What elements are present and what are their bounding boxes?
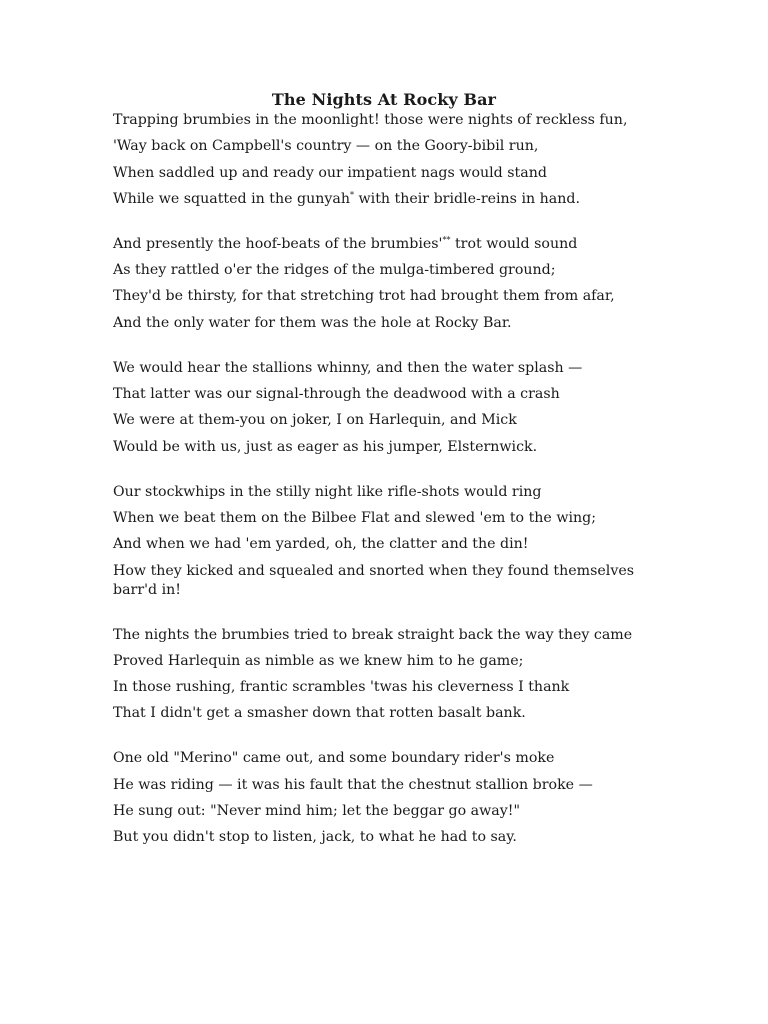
line-text: While we squatted in the gunyah bbox=[113, 190, 350, 207]
poem-line bbox=[113, 190, 673, 209]
poem-line: Proved Harlequin as nimble as we knew him to he game; bbox=[113, 652, 524, 669]
footnote-mark: * bbox=[350, 190, 354, 200]
poem-line: He was riding — it was his fault that the chestnut stallion broke — bbox=[113, 776, 593, 793]
poem-line: As they rattled o'er the ridges of the mulga-timbered ground; bbox=[113, 262, 556, 279]
poem-line: In those rushing, frantic scrambles 'twas his cleverness I thank bbox=[113, 679, 570, 696]
poem-line: Trapping brumbies in the moonlight! those were nights of reckless fun, bbox=[113, 112, 628, 128]
poem-title: The Nights At Rocky Bar bbox=[271, 90, 497, 109]
poem-line: And when we had 'em yarded, oh, the clatter and the din! bbox=[113, 536, 529, 553]
poem-line: That I didn't get a smasher down that rotten basalt bank. bbox=[113, 705, 526, 722]
poem-line: When saddled up and ready our impatient nags would stand bbox=[113, 164, 547, 181]
poem-line: Our stockwhips in the stilly night like rifle-shots would ring bbox=[113, 483, 542, 500]
footnote-mark: ** bbox=[442, 235, 451, 245]
stanza bbox=[113, 359, 673, 457]
poem-body bbox=[113, 111, 673, 873]
line-text: with their bridle-reins in hand. bbox=[354, 190, 580, 207]
stanza bbox=[113, 626, 673, 724]
stanza bbox=[113, 749, 673, 847]
stanza bbox=[113, 483, 673, 600]
poem-line: We would hear the stallions whinny, and then the water splash — bbox=[113, 359, 583, 376]
poem-line bbox=[113, 235, 673, 254]
poem-line: And the only water for them was the hole at Rocky Bar. bbox=[113, 314, 512, 331]
line-text: trot would sound bbox=[450, 235, 578, 252]
line-text: And presently the hoof-beats of the brumbies' bbox=[113, 235, 443, 252]
poem-line: How they kicked and squealed and snorted when they found themselves barr'd in! bbox=[113, 562, 635, 598]
poem-line: One old "Merino" came out, and some boundary rider's moke bbox=[113, 750, 555, 767]
stanza bbox=[113, 111, 673, 209]
poem-line: 'Way back on Campbell's country — on the Goory-bibil run, bbox=[113, 138, 539, 155]
poem-line: That latter was our signal-through the deadwood with a crash bbox=[113, 386, 560, 403]
poem-line: We were at them-you on joker, I on Harlequin, and Mick bbox=[113, 412, 517, 429]
poem-line: He sung out: "Never mind him; let the beggar go away!" bbox=[113, 803, 520, 820]
poem-line: Would be with us, just as eager as his jumper, Elsternwick. bbox=[113, 438, 538, 455]
poem-line: The nights the brumbies tried to break straight back the way they came bbox=[113, 626, 633, 643]
poem-line: When we beat them on the Bilbee Flat and slewed 'em to the wing; bbox=[113, 509, 596, 526]
poem-line: But you didn't stop to listen, jack, to what he had to say. bbox=[113, 829, 517, 846]
poem-line: They'd be thirsty, for that stretching trot had brought them from afar, bbox=[113, 288, 615, 305]
stanza bbox=[113, 235, 673, 333]
